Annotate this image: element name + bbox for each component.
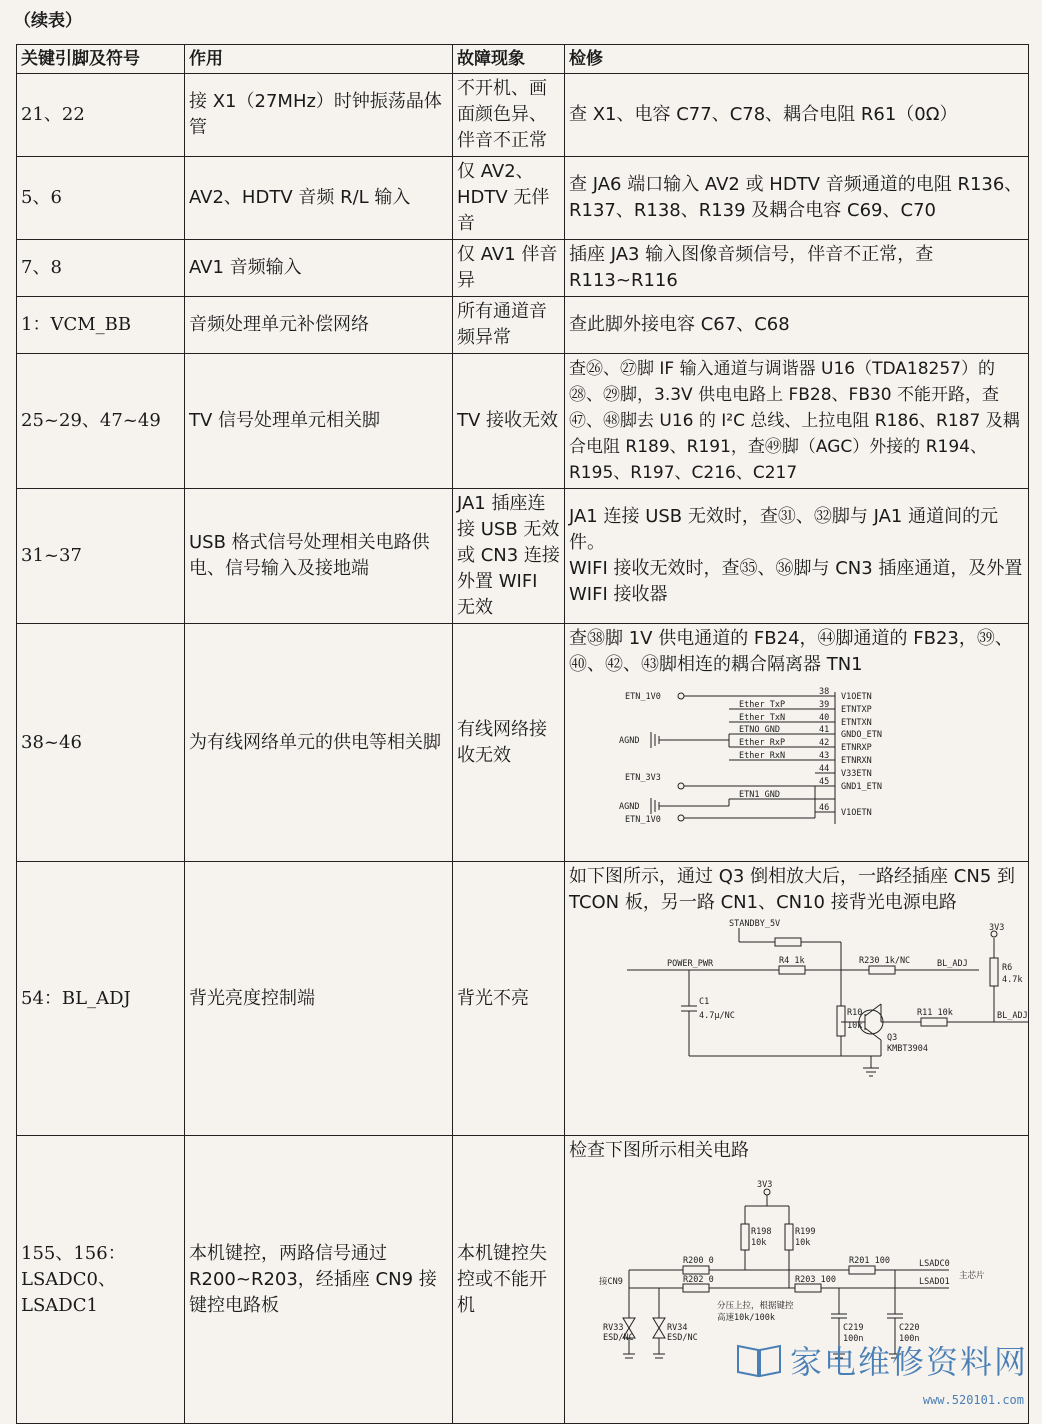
ethernet-schematic bbox=[619, 682, 979, 832]
pin-cell: 1：VCM_BB bbox=[17, 297, 185, 354]
check-wifi-text: WIFI 接收无效时，查㉟、㊱脚与 CN3 插座通道，及外置 WIFI 接收器 bbox=[569, 558, 1023, 605]
pin-number: 42 bbox=[819, 738, 830, 748]
capacitor-label: C220 bbox=[899, 1323, 920, 1333]
pin-number: 46 bbox=[819, 803, 830, 813]
check-cell bbox=[565, 624, 1029, 862]
resistor-label: R198 bbox=[751, 1227, 772, 1237]
transistor-label: Q3 bbox=[887, 1033, 898, 1043]
resistor-value: 10k bbox=[847, 1021, 863, 1031]
backlight-schematic bbox=[619, 918, 1029, 1088]
transistor-model: KMBT3904 bbox=[887, 1044, 928, 1054]
pin-number: 45 bbox=[819, 777, 830, 787]
header-check: 检修 bbox=[565, 45, 1029, 74]
function-cell: 为有线网络单元的供电等相关脚 bbox=[185, 624, 453, 862]
net-agnd: AGND bbox=[619, 802, 640, 812]
check-text: 检查下图所示相关电路 bbox=[569, 1140, 749, 1161]
net-label: LSADO1 bbox=[919, 1277, 950, 1287]
resistor-label: R199 bbox=[795, 1227, 816, 1237]
note-label: 高速10k/100k bbox=[717, 1313, 775, 1323]
pin-cell: 7、8 bbox=[17, 240, 185, 297]
pin-cell: 155、156：LSADC0、LSADC1 bbox=[17, 1136, 185, 1424]
check-usb-text: JA1 连接 USB 无效时，查㉛、㉜脚与 JA1 通道间的元件。 bbox=[569, 506, 999, 553]
pin-name: V1OETN bbox=[841, 692, 872, 702]
net-label: LSADC0 bbox=[919, 1259, 950, 1269]
table-row bbox=[17, 74, 1029, 157]
function-cell: AV1 音频输入 bbox=[185, 240, 453, 297]
pin-number: 44 bbox=[819, 764, 830, 774]
function-cell: TV 信号处理单元相关脚 bbox=[185, 354, 453, 489]
net-label: 3V3 bbox=[989, 923, 1005, 933]
pin-name: GND1_ETN bbox=[841, 782, 882, 792]
pin-number: 38 bbox=[819, 687, 830, 697]
table-header-row bbox=[17, 45, 1029, 74]
book-icon bbox=[734, 1340, 784, 1380]
header-fault: 故障现象 bbox=[453, 45, 565, 74]
esd-value: ESD/NC bbox=[603, 1333, 634, 1343]
fault-cell: 所有通道音频异常 bbox=[453, 297, 565, 354]
pin-number: 40 bbox=[819, 713, 830, 723]
table-row bbox=[17, 624, 1029, 862]
site-url: www.520101.com bbox=[922, 1393, 1024, 1407]
check-cell: 查 X1、电容 C77、C78、耦合电阻 R61（0Ω） bbox=[565, 74, 1029, 157]
esd-label: RV33 bbox=[603, 1323, 624, 1333]
resistor-label: R10 bbox=[847, 1008, 863, 1018]
function-cell: 本机键控，两路信号通过 R200~R203，经插座 CN9 接键控电路板 bbox=[185, 1136, 453, 1424]
check-text: 查㊳脚 1V 供电通道的 FB24，㊹脚通道的 FB23，㊴、㊵、㊷、㊸脚相连的耦合隔离器 TN1 bbox=[569, 628, 1013, 675]
resistor-value: 10k bbox=[795, 1238, 811, 1248]
pin-number: 41 bbox=[819, 725, 830, 735]
resistor-label: R202 0 bbox=[683, 1275, 714, 1285]
pin-name: V33ETN bbox=[841, 769, 872, 779]
net-label: POWER_PWR bbox=[667, 959, 714, 969]
pin-cell: 21、22 bbox=[17, 74, 185, 157]
site-brand: 家电维修资料网 bbox=[789, 1343, 1028, 1381]
fault-cell: 本机键控失控或不能开机 bbox=[453, 1136, 565, 1424]
signal-label: Ether_TxP bbox=[739, 700, 786, 710]
check-cell: 插座 JA3 输入图像音频信号，伴音不正常，查 R113~R116 bbox=[565, 240, 1029, 297]
capacitor-value: 100n bbox=[843, 1334, 864, 1344]
table-row bbox=[17, 157, 1029, 240]
function-cell: USB 格式信号处理相关电路供电、信号输入及接地端 bbox=[185, 489, 453, 624]
function-cell: 背光亮度控制端 bbox=[185, 862, 453, 1136]
connector-label: 接CN9 bbox=[599, 1277, 623, 1287]
net-etn-1v0: ETN_1V0 bbox=[625, 692, 661, 702]
table-row bbox=[17, 240, 1029, 297]
site-logo bbox=[734, 1337, 1028, 1383]
fault-cell: TV 接收无效 bbox=[453, 354, 565, 489]
pin-number: 43 bbox=[819, 751, 830, 761]
resistor-label: R200 0 bbox=[683, 1256, 714, 1266]
capacitor-value: 100n bbox=[899, 1334, 920, 1344]
pin-cell: 38~46 bbox=[17, 624, 185, 862]
capacitor-label: C1 bbox=[699, 997, 710, 1007]
resistor-label: R6 bbox=[1002, 963, 1013, 973]
pin-name: V1OETN bbox=[841, 808, 872, 818]
pin-number: 39 bbox=[819, 700, 830, 710]
function-cell: 音频处理单元补偿网络 bbox=[185, 297, 453, 354]
pin-name: ETNTXN bbox=[841, 718, 872, 728]
net-agnd: AGND bbox=[619, 736, 640, 746]
resistor-label: R203 100 bbox=[795, 1275, 836, 1285]
table-row bbox=[17, 489, 1029, 624]
net-label: BL_ADJ bbox=[937, 959, 968, 969]
pin-cell: 31~37 bbox=[17, 489, 185, 624]
signal-label: ETN1_GND bbox=[739, 790, 780, 800]
signal-label: ETNO_GND bbox=[739, 725, 780, 735]
signal-label: Ether_RxN bbox=[739, 751, 786, 761]
esd-value: ESD/NC bbox=[667, 1333, 698, 1343]
function-cell: AV2、HDTV 音频 R/L 输入 bbox=[185, 157, 453, 240]
fault-cell: 仅 AV1 伴音异 bbox=[453, 240, 565, 297]
chip-label: 主芯片 bbox=[959, 1271, 985, 1281]
resistor-label: R201 100 bbox=[849, 1256, 890, 1266]
net-etn-1v0: ETN_1V0 bbox=[625, 815, 661, 825]
header-function: 作用 bbox=[185, 45, 453, 74]
resistor-label: R11 10k bbox=[917, 1008, 953, 1018]
header-pin: 关键引脚及符号 bbox=[17, 45, 185, 74]
fault-cell: 不开机、画面颜色异、伴音不正常 bbox=[453, 74, 565, 157]
pin-name: GNDO_ETN bbox=[841, 730, 882, 740]
function-cell: 接 X1（27MHz）时钟振荡晶体管 bbox=[185, 74, 453, 157]
capacitor-label: C219 bbox=[843, 1323, 864, 1333]
pin-cell: 5、6 bbox=[17, 157, 185, 240]
net-label: 3V3 bbox=[757, 1180, 773, 1190]
note-label: 分压上拉，根据键控 bbox=[717, 1301, 794, 1311]
repair-table bbox=[16, 44, 1029, 1424]
check-cell: 查㉖、㉗脚 IF 输入通道与调谐器 U16（TDA18257）的㉘、㉙脚，3.3V 供电电路上 FB28、FB30 不能开路，查㊼、㊽脚去 U16 的 I²C 总线、上拉电阻 R186、R187 及耦合电阻 R189、R191，查㊾脚（AGC）外接的 R194、R195、R197、C216、C217 bbox=[565, 354, 1029, 489]
table-row bbox=[17, 354, 1029, 489]
capacitor-value: 4.7μ/NC bbox=[699, 1011, 735, 1021]
fault-cell: 背光不亮 bbox=[453, 862, 565, 1136]
pin-name: ETNTXP bbox=[841, 705, 872, 715]
resistor-label: R4 1k bbox=[779, 956, 805, 966]
fault-cell: JA1 插座连接 USB 无效或 CN3 连接外置 WIFI 无效 bbox=[453, 489, 565, 624]
pin-name: ETNRXP bbox=[841, 743, 872, 753]
net-label: BL_ADJ bbox=[997, 1011, 1028, 1021]
fault-cell: 有线网络接收无效 bbox=[453, 624, 565, 862]
check-cell bbox=[565, 862, 1029, 1136]
signal-label: Ether_TxN bbox=[739, 713, 786, 723]
pin-name: ETNRXN bbox=[841, 756, 872, 766]
continued-label: （续表） bbox=[14, 11, 82, 31]
net-label: STANDBY_5V bbox=[729, 919, 781, 929]
check-text: 如下图所示，通过 Q3 倒相放大后，一路经插座 CN5 到 TCON 板，另一路 CN1、CN10 接背光电源电路 bbox=[569, 866, 1015, 913]
table-row bbox=[17, 297, 1029, 354]
table-row bbox=[17, 862, 1029, 1136]
check-cell bbox=[565, 489, 1029, 624]
resistor-value: 10k bbox=[751, 1238, 767, 1248]
check-cell: 查 JA6 端口输入 AV2 或 HDTV 音频通道的电阻 R136、R137、R138、R139 及耦合电容 C69、C70 bbox=[565, 157, 1029, 240]
esd-label: RV34 bbox=[667, 1323, 688, 1333]
resistor-value: 4.7k bbox=[1002, 975, 1023, 985]
signal-label: Ether_RxP bbox=[739, 738, 786, 748]
check-cell: 查此脚外接电容 C67、C68 bbox=[565, 297, 1029, 354]
net-etn-3v3: ETN_3V3 bbox=[625, 773, 661, 783]
resistor-label: R230 1k/NC bbox=[859, 956, 911, 966]
pin-cell: 54：BL_ADJ bbox=[17, 862, 185, 1136]
pin-cell: 25~29、47~49 bbox=[17, 354, 185, 489]
fault-cell: 仅 AV2、HDTV 无伴音 bbox=[453, 157, 565, 240]
